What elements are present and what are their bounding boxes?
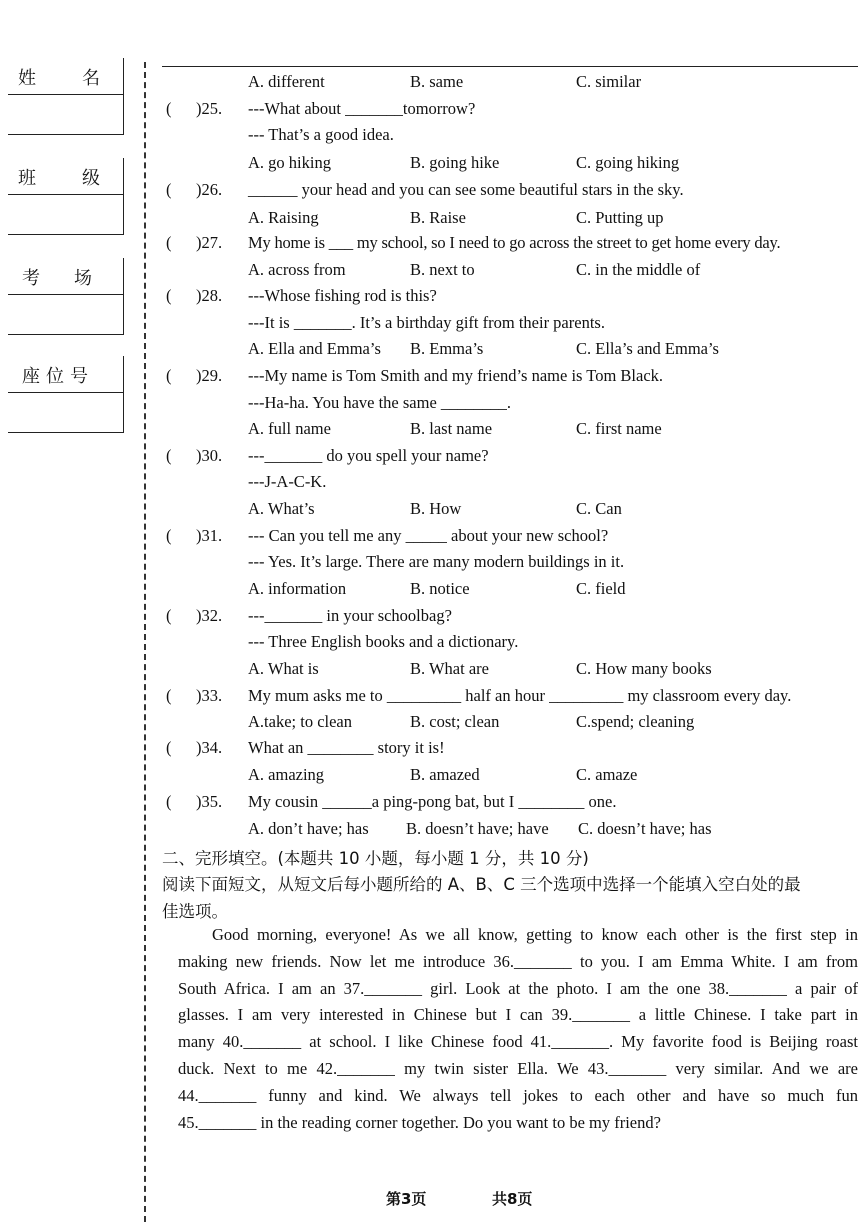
question-stem-line: ---What about _______tomorrow?	[248, 99, 476, 118]
option-b[interactable]: B. Emma’s	[410, 339, 484, 358]
option-a[interactable]: A. Ella and Emma’s	[248, 339, 381, 358]
option-b[interactable]: B. same	[410, 72, 464, 91]
option-c[interactable]: C. similar	[576, 72, 642, 91]
name-label-char-1: 姓	[18, 68, 36, 88]
question-stem-line: My home is ___ my school, so I need to go across the street to get home every day.	[248, 233, 781, 252]
answer-bracket[interactable]: (	[166, 99, 172, 118]
option-b[interactable]: B. going hike	[410, 153, 500, 172]
instruction-line: 佳选项。	[162, 902, 228, 921]
question-stem-line: ---Whose fishing rod is this?	[248, 286, 437, 305]
option-c[interactable]: C. going hiking	[576, 153, 680, 172]
seat-number-label: 座位号	[22, 366, 94, 386]
question-stem-line: ---_______ in your schoolbag?	[248, 606, 452, 625]
answer-bracket[interactable]: (	[166, 366, 172, 385]
option-a[interactable]: A. amazing	[248, 765, 325, 784]
question-number: )33.	[196, 686, 223, 705]
question-stem-line: --- Can you tell me any _____ about your new school?	[248, 526, 609, 545]
top-rule	[162, 66, 858, 67]
question-stem-line: ---Ha-ha. You have the same ________.	[248, 393, 512, 412]
question-number: )29.	[196, 366, 223, 385]
student-info-sidebar	[0, 0, 140, 1227]
passage-line: 45._______ in the reading corner together. Do you want to be my friend?	[178, 1112, 661, 1132]
option-b[interactable]: B. doesn’t have; have	[406, 819, 549, 838]
option-c[interactable]: C. Ella’s and Emma’s	[576, 339, 719, 358]
question-stem-line: ______ your head and you can see some beautiful stars in the sky.	[248, 180, 684, 199]
question-stem-line: My mum asks me to _________ half an hour _________ my classroom every day.	[248, 686, 792, 705]
class-input-area[interactable]	[8, 194, 124, 235]
question-number: )31.	[196, 526, 223, 545]
page-number: 第3页	[386, 1190, 427, 1208]
seat-number-input-area[interactable]	[8, 392, 124, 433]
question-number: )35.	[196, 792, 223, 811]
option-c[interactable]: C. field	[576, 579, 626, 598]
option-a[interactable]: A. different	[248, 72, 325, 91]
question-number: )34.	[196, 738, 223, 757]
answer-bracket[interactable]: (	[166, 526, 172, 545]
question-number: )25.	[196, 99, 223, 118]
passage-line: glasses. I am very interested in Chinese but I can 39._______ a little Chinese. I take part in	[178, 1005, 858, 1025]
passage-line: Good morning, everyone! As we all know, getting to know each other is the first step in	[212, 925, 858, 944]
question-number: )30.	[196, 446, 223, 465]
option-a[interactable]: A. full name	[248, 419, 331, 438]
option-c[interactable]: C. in the middle of	[576, 260, 701, 279]
answer-bracket[interactable]: (	[166, 446, 172, 465]
option-c[interactable]: C. amaze	[576, 765, 638, 784]
question-stem-line: ---It is _______. It’s a birthday gift from their parents.	[248, 313, 605, 332]
option-a[interactable]: A. don’t have; has	[248, 819, 369, 838]
answer-bracket[interactable]: (	[166, 180, 172, 199]
passage-line: many 40._______ at school. I like Chinese food 41._______. My favorite food is Beijing roast	[178, 1032, 858, 1052]
option-a[interactable]: A. across from	[248, 260, 346, 279]
answer-bracket[interactable]: (	[166, 792, 172, 811]
name-label-char-2: 名	[82, 68, 100, 88]
question-number: )32.	[196, 606, 223, 625]
answer-bracket[interactable]: (	[166, 286, 172, 305]
option-b[interactable]: B. notice	[410, 579, 470, 598]
question-stem-line: What an ________ story it is!	[248, 738, 445, 757]
option-a[interactable]: A. information	[248, 579, 347, 598]
answer-bracket[interactable]: (	[166, 606, 172, 625]
class-label-char-2: 级	[82, 168, 100, 188]
question-stem-line: My cousin ______a ping-pong bat, but I ________ one.	[248, 792, 617, 811]
option-b[interactable]: B. Raise	[410, 208, 466, 227]
passage-line: 44._______ funny and kind. We always tell jokes to each other and have so much fun	[178, 1085, 858, 1105]
name-input-area[interactable]	[8, 94, 124, 135]
question-number: )26.	[196, 180, 223, 199]
question-stem-line: ---My name is Tom Smith and my friend’s name is Tom Black.	[248, 366, 664, 385]
option-a[interactable]: A. What is	[248, 659, 319, 678]
room-label-char-2: 场	[74, 268, 92, 288]
option-a[interactable]: A. Raising	[248, 208, 319, 227]
class-label-char-1: 班	[18, 168, 36, 188]
option-b[interactable]: B. cost; clean	[410, 712, 500, 731]
option-a[interactable]: A. What’s	[248, 499, 315, 518]
question-stem-line: ---_______ do you spell your name?	[248, 446, 489, 465]
passage-line: making new friends. Now let me introduce 36._______ to you. I am Emma White. I am from	[178, 951, 858, 971]
passage-line: South Africa. I am an 37._______ girl. Look at the photo. I am the one 38._______ a pair of	[178, 978, 858, 998]
option-c[interactable]: C. Can	[576, 499, 622, 518]
option-c[interactable]: C. How many books	[576, 659, 712, 678]
exam-room-input-area[interactable]	[8, 294, 124, 335]
binding-dashed-line	[144, 62, 146, 1222]
option-b[interactable]: B. last name	[410, 419, 493, 438]
question-stem-line: --- Three English books and a dictionary.	[248, 632, 519, 651]
cloze-passage	[178, 922, 858, 1136]
option-c[interactable]: C.spend; cleaning	[576, 712, 695, 731]
option-a[interactable]: A.take; to clean	[248, 712, 352, 731]
total-pages: 共8页	[492, 1190, 533, 1208]
option-b[interactable]: B. What are	[410, 659, 489, 678]
section-heading-cloze: 二、完形填空。(本题共 10 小题，每小题 1 分，共 10 分)	[162, 849, 589, 868]
answer-bracket[interactable]: (	[166, 233, 172, 252]
answer-bracket[interactable]: (	[166, 686, 172, 705]
question-stem-line: --- That’s a good idea.	[248, 125, 394, 144]
question-number: )27.	[196, 233, 223, 252]
option-b[interactable]: B. amazed	[410, 765, 480, 784]
option-c[interactable]: C. doesn’t have; has	[578, 819, 712, 838]
option-c[interactable]: C. first name	[576, 419, 662, 438]
question-stem-line: --- Yes. It’s large. There are many modern buildings in it.	[248, 552, 625, 571]
option-b[interactable]: B. next to	[410, 260, 475, 279]
room-label-char-1: 考	[22, 268, 40, 288]
section-instruction	[162, 871, 858, 925]
option-c[interactable]: C. Putting up	[576, 208, 664, 227]
instruction-line: 阅读下面短文，从短文后每小题所给的 A、B、C 三个选项中选择一个能填入空白处的最	[162, 875, 801, 894]
option-b[interactable]: B. How	[410, 499, 462, 518]
question-number: )28.	[196, 286, 223, 305]
option-a[interactable]: A. go hiking	[248, 153, 331, 172]
question-stem-line: ---J-A-C-K.	[248, 472, 327, 491]
passage-line: duck. Next to me 42._______ my twin sister Ella. We 43._______ very similar. And we are	[178, 1058, 858, 1078]
answer-bracket[interactable]: (	[166, 738, 172, 757]
